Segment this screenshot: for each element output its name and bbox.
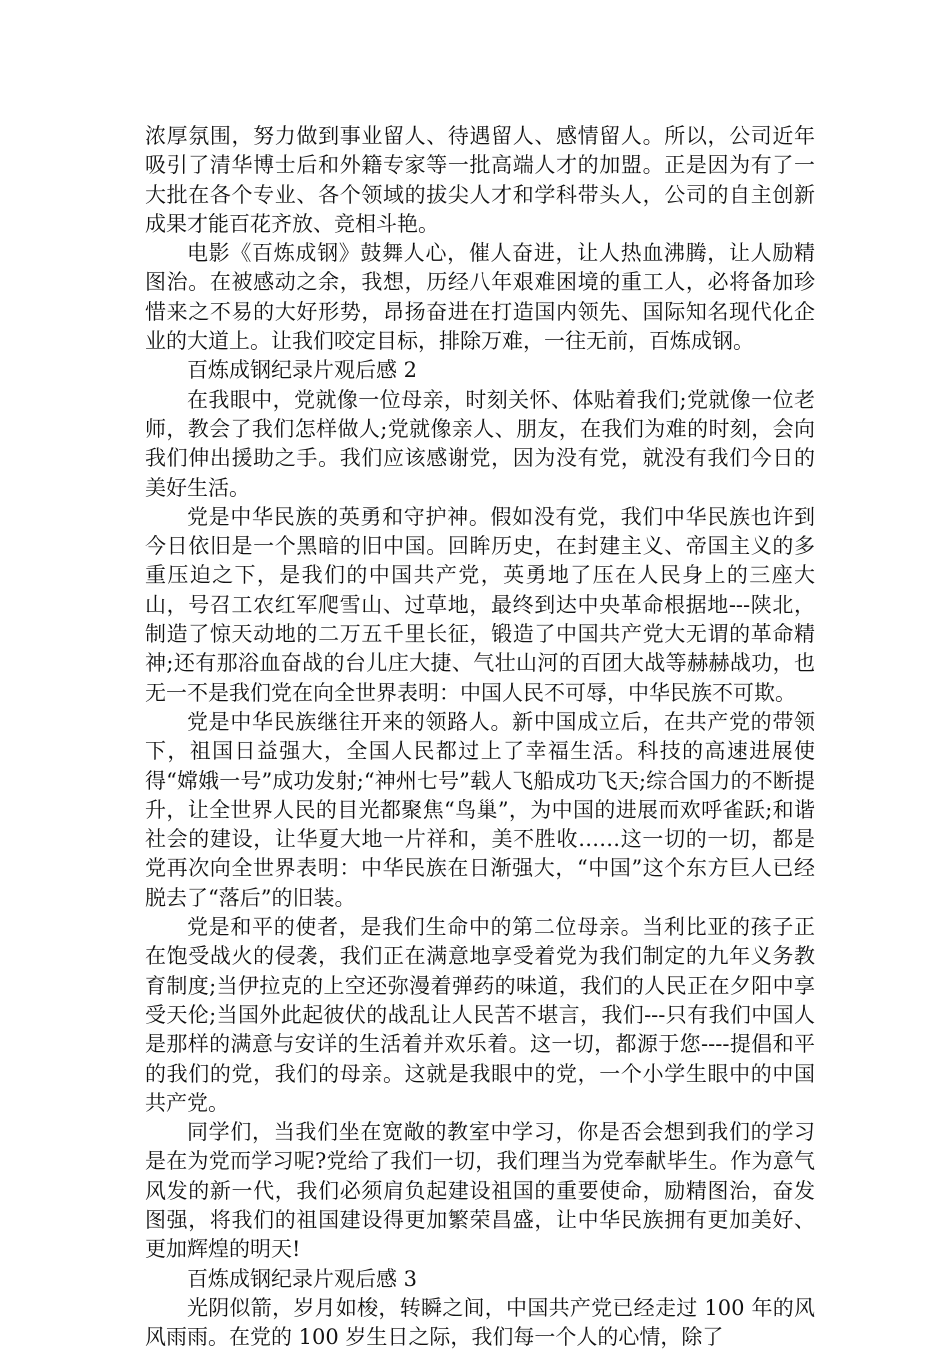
paragraph: 党是和平的使者，是我们生命中的第二位母亲。当利比亚的孩子正在饱受战火的侵袭，我们正在满意地享受着党为我们制定的九年义务教育制度;当伊拉克的上空还弥漫着弹药的味道，我们的人民正在夕阳中享受天伦;当国外此起彼伏的战乱让人民苦不堪言，我们---只有我们中国人是那样的满意与安详的生活着并欢乐着。这一切，都源于您----提倡和平的我们的党，我们的母亲。这就是我眼中的党，一个小学生眼中的中国共产党。 [145, 915, 815, 1115]
paragraph: 在我眼中，党就像一位母亲，时刻关怀、体贴着我们;党就像一位老师，教会了我们怎样做人;党就像亲人、朋友，在我们为难的时刻，会向我们伸出援助之手。我们应该感谢党，因为没有党，就没有我们今日的美好生活。 [145, 387, 815, 500]
paragraph: 党是中华民族继往开来的领路人。新中国成立后，在共产党的带领下，祖国日益强大，全国人民都过上了幸福生活。科技的高速进展使得“嫦娥一号”成功发射;“神州七号”载人飞船成功飞天;综合国力的不断提升，让全世界人民的目光都聚焦“鸟巢”，为中国的进展而欢呼雀跃;和谐社会的建设，让华夏大地一片祥和，美不胜收……这一切的一切，都是党再次向全世界表明：中华民族在日渐强大，“中国”这个东方巨人已经脱去了“落后”的旧装。 [145, 709, 815, 910]
section-heading: 百炼成钢纪录片观后感 3 [187, 1266, 418, 1291]
paragraph: 同学们，当我们坐在宽敞的教室中学习，你是否会想到我们的学习是在为党而学习呢?党给了我们一切，我们理当为党奉献毕生。作为意气风发的新一代，我们必须肩负起建设祖国的重要使命，励精图治，奋发图强，将我们的祖国建设得更加繁荣昌盛，让中华民族拥有更加美好、更加辉煌的明天! [145, 1120, 815, 1262]
document-body [145, 122, 815, 1352]
paragraph: 党是中华民族的英勇和守护神。假如没有党，我们中华民族也许到今日依旧是一个黑暗的旧中国。回眸历史，在封建主义、帝国主义的多重压迫之下，是我们的中国共产党，英勇地了压在人民身上的三座大山，号召工农红军爬雪山、过草地，最终到达中央革命根据地---陕北，制造了惊天动地的二万五千里长征，锻造了中国共产党大无谓的革命精神;还有那浴血奋战的台儿庄大捷、气壮山河的百团大战等赫赫战功，也无一不是我们党在向全世界表明：中国人民不可辱，中华民族不可欺。 [145, 504, 815, 705]
paragraph: 光阴似箭，岁月如梭，转瞬之间，中国共产党已经走过 100 年的风风雨雨。在党的 100 岁生日之际，我们每一个人的心情，除了 [145, 1295, 815, 1350]
paragraph: 电影《百炼成钢》鼓舞人心，催人奋进，让人热血沸腾，让人励精图治。在被感动之余，我想，历经八年艰难困境的重工人，必将备加珍惜来之不易的大好形势，昂扬奋进在打造国内领先、国际知名现代化企业的大道上。让我们咬定目标，排除万难，一往无前，百炼成钢。 [145, 241, 815, 354]
paragraph-continuation: 浓厚氛围，努力做到事业留人、待遇留人、感情留人。所以，公司近年吸引了清华博士后和外籍专家等一批高端人才的加盟。正是因为有了一大批在各个专业、各个领域的拔尖人才和学科带头人，公司的自主创新成果才能百花齐放、竞相斗艳。 [145, 124, 815, 236]
section-heading: 百炼成钢纪录片观后感 2 [187, 358, 418, 383]
